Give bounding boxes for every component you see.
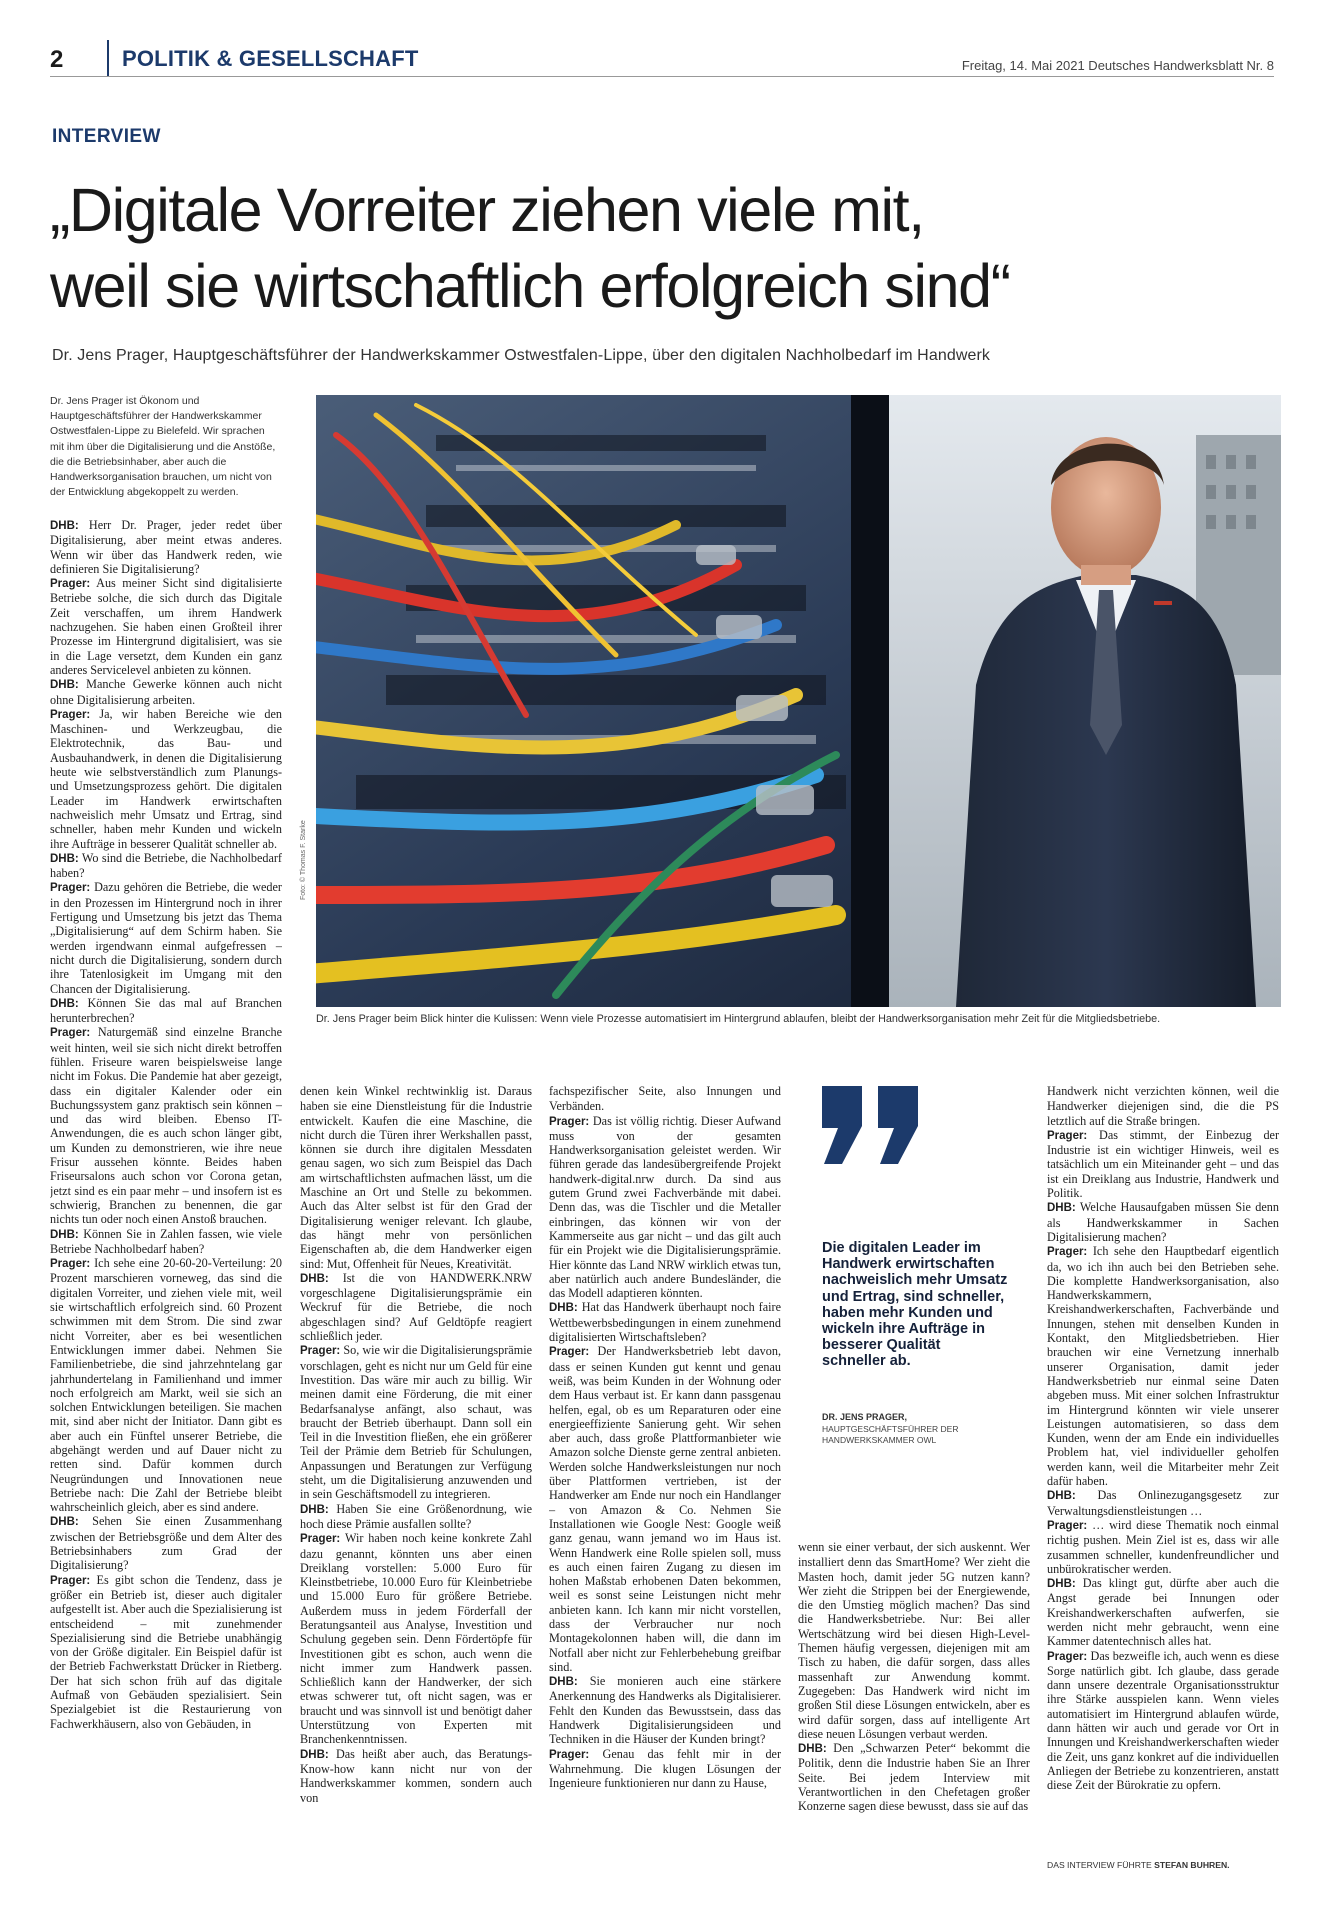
paragraph-text: Der Handwerksbetrieb lebt davon, dass er seinen Kunden gut kennt und genau weiß, was beim Kunden in der Wohnung oder dem Haus verbaut ist. Er kann dann passgenau helfen, egal, ob es um Reparaturen oder eine energieeffiziente Sanierung geht. Wir sehen aber auch, dass große Plattformanbieter wie Amazon solche Dienste gerne zentral anbieten. Werden solche Handwerksleistungen nur noch über Plattformen vertrieben, ist der Handwerker am Ende nur noch ein Handlanger – von Amazon & Co. Nehmen Sie Installationen wie Google Nest: Google weiß ganz genau, wann jemand wo im Haus ist. Wenn Handwerk eine Rolle spielen soll, muss es auch einen fairen Zugang zu diesen im hohen Maßstab erhobenen Daten bekommen, weil es sonst seine Leistungen nicht mehr anbieten kann. Ich kann mir nicht vorstellen, dass der Verbraucher nur noch Montagekolonnen haben will, die dann im Notfall aber nicht zur Fehlerbehebung greifbar sind. <box>549 1344 781 1674</box>
speaker-label: Prager: <box>300 1345 341 1358</box>
paragraph-text: Können Sie in Zahlen fassen, wie viele Betriebe Nachholbedarf haben? <box>50 1226 282 1256</box>
article-headline: „Digitale Vorreiter ziehen viele mit, weil sie wirtschaftlich erfolgreich sind“ <box>50 176 1010 320</box>
interview-paragraph <box>50 1514 282 1572</box>
speaker-label: Prager: <box>1047 1246 1088 1259</box>
speaker-label: Prager: <box>50 708 91 721</box>
interview-credit <box>1047 1860 1287 1870</box>
speaker-label: Prager: <box>50 578 91 591</box>
paragraph-text: Manche Gewerke können auch nicht ohne Digitalisierung arbeiten. <box>50 677 282 707</box>
interview-paragraph <box>549 1084 781 1114</box>
paragraph-text: Sie monieren auch eine stärkere Anerkennung des Handwerks als Digitalisierer. Fehlt den Kunden das Bewusstsein, dass das Handwerk Digitalisierungsideen und Techniken in die Häuser der Kunden bringt? <box>549 1674 781 1747</box>
paragraph-text: Ist die von HANDWERK.NRW vorgeschlagene Digitalisierungsprämie ein Weckruf für die Betriebe, die noch abgeschlagen sind? Auf Geldtöpfe reagiert schließlich jeder. <box>300 1270 532 1344</box>
paragraph-text: Das Onlinezugangsgesetz zur Verwaltungsdienstleistungen … <box>1047 1488 1279 1518</box>
speaker-label: DHB: <box>300 1272 329 1285</box>
interview-paragraph <box>798 1540 1030 1741</box>
article-kicker: INTERVIEW <box>52 126 161 147</box>
paragraph-text: Haben Sie eine Größenordnung, wie hoch diese Prämie ausfallen sollte? <box>300 1501 532 1531</box>
speaker-label: DHB: <box>300 1503 329 1516</box>
interview-paragraph <box>50 1573 282 1731</box>
paragraph-text: So, wie wir die Digitalisierungsprämie vorschlagen, geht es nicht nur um Geld für eine Investition. Das wäre mir auch zu billig. Wir meinen damit eine Förderung, die mit einer Bedarfsanalyse anfängt, also schaut, was braucht der Betrieb überhaupt. Dann soll ein Teil in die Investition fließen, ehe ein größerer Teil der Prämie dem Betrieb für Schulungen, Anpassungen und Beratungen zur Verfügung steht, um die Digitalisierung anzuwenden und in sein Geschäftsmodell zu integrieren. <box>300 1343 532 1502</box>
speaker-label: Prager: <box>1047 1650 1088 1663</box>
photo-caption: Dr. Jens Prager beim Blick hinter die Kulissen: Wenn viele Prozesse automatisiert im Hintergrund ablaufen, bleibt der Handwerksorganisation mehr Zeit für die Mitgliedsbetriebe. <box>316 1013 1161 1025</box>
speaker-label: Prager: <box>50 1574 91 1587</box>
text-column-2 <box>300 1084 532 1878</box>
interview-paragraph <box>1047 1518 1279 1576</box>
speaker-label: DHB: <box>50 997 79 1010</box>
speaker-label: Prager: <box>50 882 91 895</box>
pull-quote: Die digitalen Leader im Handwerk erwirtschaften nachweislich mehr Umsatz und Ertrag, sind schneller, haben mehr Kunden und wickeln ihre Aufträge in besserer Qualität schneller ab. <box>822 1240 1008 1370</box>
speaker-label: DHB: <box>50 520 79 532</box>
speaker-label: DHB: <box>549 1676 578 1689</box>
paragraph-text: Herr Dr. Prager, jeder redet über Digitalisierung, aber meint etwas anderes. Wenn wir über das Handwerk reden, wie definieren Sie Digitalisierung? <box>50 518 282 576</box>
article-photo <box>316 395 1281 1007</box>
speaker-label: DHB: <box>1047 1578 1076 1591</box>
paragraph-text: Wo sind die Betriebe, die Nachholbedarf haben? <box>50 850 282 881</box>
paragraph-text: Ja, wir haben Bereiche wie den Maschinen- und Werkzeugbau, die Elektrotechnik, das Bau- und Ausbauhandwerk, in denen die Digitalisierung heute wie selbstverständlich zum Planungs- und Umsetzungsprozess gehört. Die digitalen Leader im Handwerk erwirtschaften nachweislich mehr Umsatz und Ertrag, sind schneller, haben mehr Kunden und wickeln ihre Aufträge in besserer Qualität schneller ab. <box>50 706 282 851</box>
interview-paragraph <box>50 518 282 576</box>
interview-paragraph <box>798 1741 1030 1813</box>
speaker-label: Prager: <box>50 1027 91 1040</box>
interview-paragraph <box>1047 1128 1279 1200</box>
interview-paragraph <box>1047 1084 1279 1128</box>
speaker-label: DHB: <box>798 1743 827 1756</box>
speaker-label: DHB: <box>300 1748 329 1761</box>
paragraph-text: Naturgemäß sind einzelne Branche weit hinten, weil sie sich nicht direkt betroffen fühlen. Friseure waren beispielsweise lange nicht im Fokus. Die Pandemie hat aber gezeigt, dass ein digitaler Kalender oder ein Buchungssystem ganz praktisch sein können – und das wird bleiben. Ebenso IT-Anwendungen, die es auch schon länger gibt, um Kunden zu demonstrieren, wie ihre neue Frisur aussehen könnte. Beides haben Friseursalons auch schon vor Corona getan, jetzt sind es ein paar mehr – und insofern ist es schwierig, Branchen zu benennen, die gar nichts tun oder noch einen Anstoß brauchen. <box>50 1025 282 1227</box>
paragraph-text: Das bezweifle ich, auch wenn es diese Sorge natürlich gibt. Ich glaube, dass gerade dann unsere dezentrale Organisationsstruktur ihre Stärke ausspielen kann. Wenn vieles automatisiert im Hintergrund ablaufen würde, dann hätten wir auch und gerade vor Ort in Innungen und Kreishandwerkerschaften wieder die Zeit, uns ganz konkret auf die individuellen Anliegen der Betriebe zu konzentrieren, anstatt diese Zeit der Bürokratie zu opfern. <box>1047 1648 1279 1793</box>
paragraph-text: Aus meiner Sicht sind digitalisierte Betriebe solche, die sich durch das Digitale Zeit verschaffen, um ihrem Handwerk nachzugehen. Sie haben einen Großteil ihrer Prozesse im Hintergrund digitalisiert, was sie in die Lage versetzt, dem Kunden ein ganz anderes Servicelevel anbieten zu können. <box>50 576 282 677</box>
speaker-label: Prager: <box>50 1258 91 1271</box>
section-title: POLITIK & GESELLSCHAFT <box>122 46 419 71</box>
photo-illustration <box>316 395 1281 1007</box>
paragraph-text: … wird diese Thematik noch einmal richtig pushen. Mein Ziel ist es, dass wir alle zusammen schneller, kundenfreundlicher und unbürokratischer werden. <box>1047 1517 1279 1576</box>
quote-mark-icon <box>818 1086 928 1171</box>
speaker-label: DHB: <box>50 1516 79 1529</box>
paragraph-text: Sehen Sie einen Zusammenhang zwischen der Betriebsgröße und dem Alter des Betriebsinhabers zum Grad der Digitalisierung? <box>50 1514 282 1573</box>
header-divider <box>107 40 109 76</box>
paragraph-text: denen kein Winkel rechtwinklig ist. Daraus haben sie eine Dienstleistung für die Industrie entwickelt. Kaufen die eine Maschine, die nicht durch die Türen ihrer Werkshallen passt, können sie durch ihre digitalen Messdaten genau sagen, wo sich zum Beispiel das Dach am wirtschaftlichsten aufmachen lässt, um die Maschine an Ort und Stelle zu bekommen. Auch das Alter selbst ist für den Grad der Digitalisierung weniger relevant. Ich glaube, das hängt mehr von persönlichen Eigenschaften ab, die dem Handwerker eigen sind: Mut, Offenheit für Neues, Kreativität. <box>300 1084 532 1271</box>
paragraph-text: wenn sie einer verbaut, der sich auskennt. Wer installiert denn das SmartHome? Wer zieht die Masten hoch, damit jeder 5G nutzen kann? Wer zieht die Strippen bei der Energiewende, die den Umstieg möglich machen? Das sind die Handwerksbetriebe. Nur: Bei aller Wertschätzung wird bei diesen High-Level-Themen häufig vergessen, diejenigen mit am Tisch zu haben, die dafür sorgen, dass alles massenhaft zur Anwendung kommt. Zugegeben: Das Handwerk wird nicht im großen Stil diese Lösungen entwickeln, aber es wird dafür sorgen, dass auf intelligente Art diese neuen Lösungen verbaut werden. <box>798 1540 1030 1741</box>
paragraph-text: Wir haben noch keine konkrete Zahl dazu genannt, könnten uns aber einen Dreiklang vorstellen: 5.000 Euro für Kleinstbetriebe, 10.000 Euro für Kleinbetriebe und 15.000 Euro für größere Betriebe. Außerdem muss in jedem Förderfall der Beratungsanteil aus Analyse, Investition und Schulung gegeben sein. Denn Fördertöpfe für Investitionen gibt es schon, auch wenn die nicht immer zum Handwerk passen. Schließlich kann der Handwerker, der sich etwas schwerer tut, oft nicht sagen, was er braucht und was sinnvoll ist und benötigt daher Unterstützung von Experten mit Branchenkenntnissen. <box>300 1531 532 1747</box>
speaker-label: DHB: <box>50 852 79 865</box>
speaker-label: Prager: <box>549 1115 590 1128</box>
paragraph-text: Ich sehe eine 20-60-20-Verteilung: 20 Prozent marschieren vorneweg, das sind die digitalen Vorreiter, und ziehen viele mit, weil sie wirtschaftlich erfolgreich sind. 60 Prozent schwimmen mit dem Strom. Die sind zwar nicht Vorreiter, aber es bei wesentlichen Entwicklungen immer dabei. Nehmen Sie Familienbetriebe, die sind jahrzehntelang gar jahrhundertelang in Familienhand und immer noch erfolgreich am Markt, weil sie sich an solchen Entwicklungen beteiligen. Sie machen mit, sind aber nicht der Initiator. Dann gibt es aber auch ein Fünftel unserer Betriebe, die abgehängt werden und auf Dauer nicht zu retten sind. Dafür kommen durch Neugründungen und Innovationen neue Betriebe nach: Die Zahl der Betriebe bleibt wahrscheinlich gleich, aber es sind andere. <box>50 1256 282 1515</box>
interview-paragraph <box>300 1531 532 1746</box>
interview-paragraph <box>1047 1488 1279 1518</box>
paragraph-text: Können Sie das mal auf Branchen herunterbrechen? <box>50 995 282 1026</box>
interview-paragraph <box>549 1674 781 1746</box>
interview-paragraph <box>300 1502 532 1532</box>
article-deck: Dr. Jens Prager, Hauptgeschäftsführer der Handwerkskammer Ostwestfalen-Lippe, über den digitalen Nachholbedarf im Handwerk <box>52 347 990 364</box>
interview-paragraph <box>50 707 282 851</box>
paragraph-text: Genau das fehlt mir in der Wahrnehmung. Die klugen Lösungen der Ingenieure funktionieren nur dann zu Hause, <box>549 1746 781 1791</box>
page-number: 2 <box>50 46 64 73</box>
interview-paragraph <box>300 1343 532 1501</box>
credit-prefix: DAS INTERVIEW FÜHRTE <box>1047 1860 1152 1870</box>
speaker-label: Prager: <box>1047 1129 1088 1142</box>
paragraph-text: Das heißt aber auch, das Beratungs-Know-how kann nicht nur von der Handwerkskammer kommen, sondern auch von <box>300 1746 532 1805</box>
speaker-label: Prager: <box>549 1748 590 1761</box>
interview-paragraph <box>1047 1244 1279 1488</box>
pull-quote-author: DR. JENS PRAGER, <box>822 1412 908 1422</box>
speaker-label: DHB: <box>1047 1202 1076 1215</box>
interview-paragraph <box>300 1084 532 1271</box>
photo-credit: Foto: © Thomas F. Starke <box>300 820 307 900</box>
interview-paragraph <box>50 1227 282 1257</box>
interview-paragraph <box>549 1114 781 1301</box>
text-column-1 <box>50 518 282 1878</box>
paragraph-text: Ich sehe den Hauptbedarf eigentlich da, wo ich ihn auch bei den Betrieben sehe. Die komplette Handwerksorganisation, also Handwerkskammern, Kreishandwerkerschaften, Fachverbände und Innungen, stehen mit denselben Kunden in Kontakt, den Mitgliedsbetrieben. Hier brauchen wir eine Vernetzung innerhalb unserer Organisation, damit jeder Handwerksbetrieb nur einmal seine Daten abgeben muss. Mit einer solchen Infrastruktur im Hintergrund könnten wir viele unserer Leistungen automatisieren, so dass dem Kunden, wenn der am Ende ein individuelles Problem hat, viel individueller geholfen werden kann, weil die Mitarbeiter mehr Zeit dafür haben. <box>1047 1244 1279 1489</box>
interview-paragraph <box>50 1025 282 1226</box>
speaker-label: Prager: <box>549 1346 590 1359</box>
pull-quote-role: HAUPTGESCHÄFTSFÜHRER DER HANDWERKSKAMMER OWL <box>822 1424 959 1445</box>
paragraph-text: Den „Schwarzen Peter“ bekommt die Politik, denn die Industrie haben Sie an Ihrer Seite. Bei jedem Interview mit Verantwortlichen in den Chefetagen großer Konzerne sagen diese bewusst, dass sie auf das <box>798 1741 1030 1814</box>
text-column-3 <box>549 1084 781 1878</box>
paragraph-text: Welche Hausaufgaben müssen Sie denn als Handwerkskammer in Sachen Digitalisierung machen? <box>1047 1200 1279 1244</box>
paragraph-text: Das ist völlig richtig. Dieser Aufwand muss von der gesamten Handwerksorganisation geleistet werden. Wir führen gerade das landesübergreifende Projekt handwerk-digital.nrw durch. Da sind aus gutem Grund zwei Fachverbände mit dabei. Denn das, was die Tischler und die Metaller einbringen, das können wir von der Kammerseite aus gar nicht – und das gilt auch für ein Projekt wie die Digitalisierungsprämie. Hier könnte das Land NRW wirklich etwas tun, aber natürlich auch andere Bundesländer, die das Modell adaptieren könnten. <box>549 1113 781 1301</box>
paragraph-text: Das klingt gut, dürfte aber auch die Angst gerade bei Innungen oder Kreishandwerkerschaften aufwerfen, sie werden nicht mehr gebraucht, wenn eine Kammer datentechnisch alles hat. <box>1047 1576 1279 1649</box>
credit-name: STEFAN BUHREN. <box>1154 1860 1230 1870</box>
paragraph-text: fachspezifischer Seite, also Innungen und Verbänden. <box>549 1084 781 1114</box>
header-rule <box>50 76 1274 77</box>
interview-paragraph <box>50 880 282 995</box>
interview-paragraph <box>549 1747 781 1791</box>
text-column-4 <box>798 1540 1030 1878</box>
interview-paragraph <box>300 1271 532 1343</box>
speaker-label: DHB: <box>1047 1490 1076 1503</box>
paragraph-text: Das stimmt, der Einbezug der Industrie ist ein wichtiger Hinweis, weil es tatsächlich um ein Miteinander geht – und das ist ein Dreiklang aus Industrie, Handwerk und Politik. <box>1047 1127 1279 1201</box>
paragraph-text: Es gibt schon die Tendenz, dass je größer ein Betrieb ist, dieser auch digitaler aufgestellt ist. Aber auch die Spezialisierung ist entscheidend – mit zunehmender Spezialisierung sind die Betriebe unabhängig von der Größe digitaler. Ein Beispiel dafür ist der Betrieb Fachwerkstatt Drücker in Rietberg. Der hat sich schon früh auf das digitale Aufmaß von Gebäuden spezialisiert. Sein Spezialgebiet ist die Restaurierung von Fachwerkhäusern, also von Gebäuden, in <box>50 1572 282 1731</box>
paragraph-text: Handwerk nicht verzichten können, weil die Handwerker diejenigen sind, die die PS letztlich auf die Straße bringen. <box>1047 1084 1279 1128</box>
interview-paragraph <box>50 996 282 1026</box>
interview-paragraph <box>50 851 282 881</box>
interview-paragraph <box>50 677 282 707</box>
interview-paragraph <box>1047 1576 1279 1648</box>
speaker-label: DHB: <box>50 679 79 692</box>
article-intro: Dr. Jens Prager ist Ökonom und Hauptgeschäftsführer der Handwerkskammer Ostwestfalen-Lippe zu Bielefeld. Wir sprachen mit ihm über die Digitalisierung und die Anstöße, die die Betriebsinhaber, aber auch die Handwerksorganisation brauchen, um nicht von der Entwicklung abgekoppelt zu werden. <box>50 395 276 499</box>
interview-paragraph <box>549 1300 781 1344</box>
interview-paragraph <box>1047 1649 1279 1793</box>
speaker-label: Prager: <box>300 1533 341 1546</box>
paragraph-text: Hat das Handwerk überhaupt noch faire Wettbewerbsbedingungen in einem zunehmend digitalisierten Wirtschaftsleben? <box>549 1300 781 1345</box>
issue-date-line: Freitag, 14. Mai 2021 Deutsches Handwerksblatt Nr. 8 <box>961 58 1274 73</box>
speaker-label: DHB: <box>549 1302 578 1315</box>
interview-paragraph <box>50 576 282 677</box>
speaker-label: Prager: <box>1047 1519 1088 1532</box>
interview-paragraph <box>549 1344 781 1674</box>
interview-paragraph <box>1047 1200 1279 1244</box>
interview-paragraph <box>50 1256 282 1514</box>
text-column-5 <box>1047 1084 1279 1854</box>
paragraph-text: Dazu gehören die Betriebe, die weder in den Prozessen im Hintergrund noch in ihrer Fertigung und Umsetzung bis jetzt das Thema „Digitalisierung“ auf dem Schirm haben. Sie werden irgendwann einmal aufgefressen – nicht durch die Digitalisierung, sondern durch ihre Tatenlosigkeit im Umgang mit den Chancen der Digitalisierung. <box>50 880 282 996</box>
interview-paragraph <box>300 1747 532 1805</box>
speaker-label: DHB: <box>50 1228 79 1241</box>
